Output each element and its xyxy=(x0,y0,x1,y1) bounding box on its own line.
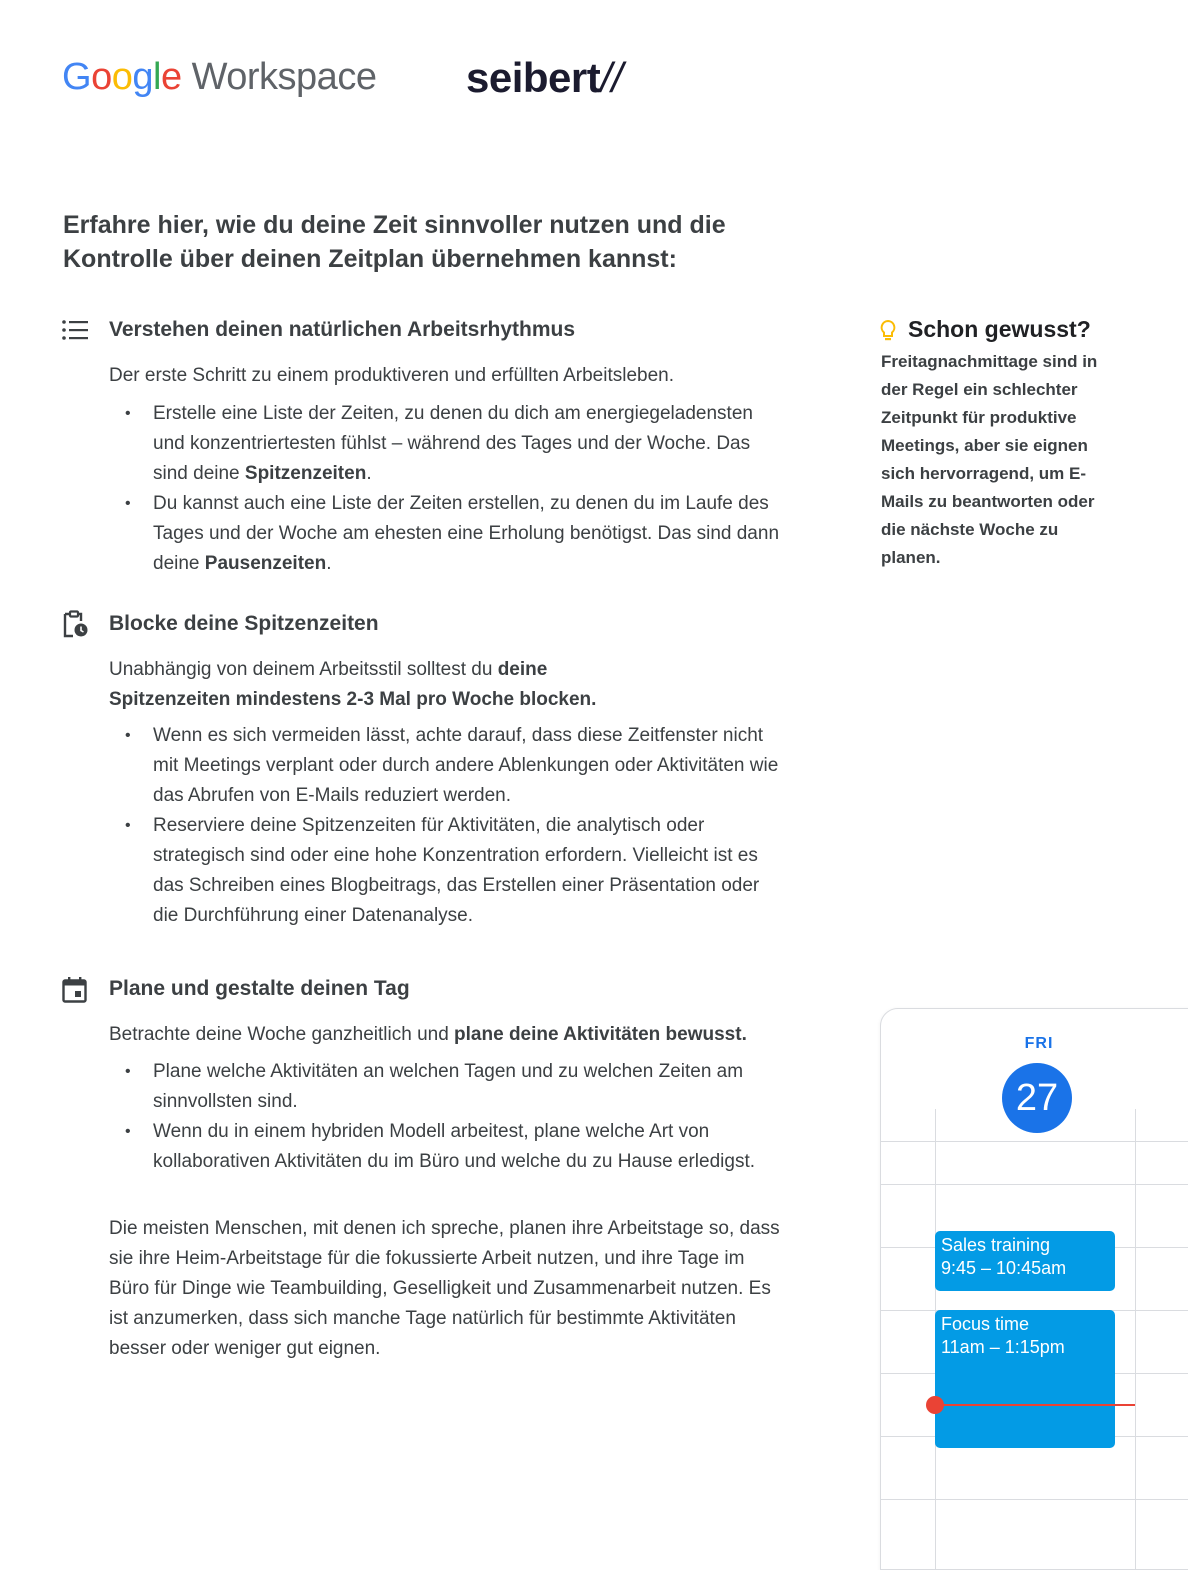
calendar-illustration xyxy=(880,1008,1188,1570)
intro-heading: Erfahre hier, wie du deine Zeit sinnvoller nutzen und die Kontrolle über deinen Zeitplan übernehmen kannst: xyxy=(63,211,726,273)
calendar-day-label: FRI xyxy=(1024,1035,1054,1052)
google-wordmark xyxy=(62,56,182,98)
tip-text: Freitagnachmittage sind in der Regel ein schlechter Zeitpunkt für produktive Meetings, aber sie eignen sich hervorragend, um E-Mails zu beantworten oder die nächste Woche zu planen. xyxy=(881,352,1098,567)
google-letter-6: e xyxy=(160,56,182,98)
lightbulb-icon xyxy=(879,319,897,343)
section-lead-tag: Betrachte deine Woche ganzheitlich und plane deine Aktivitäten bewusst. xyxy=(109,1024,747,1045)
list-item: • Plane welche Aktivitäten an welchen Tagen und zu welchen Zeiten am sinnvollsten sind. xyxy=(109,1057,789,1117)
google-letter-3: o xyxy=(111,56,133,98)
grid-row-line xyxy=(881,1499,1188,1500)
grid-row-line xyxy=(881,1141,1188,1142)
event-time: 9:45 – 10:45am xyxy=(941,1258,1067,1278)
list-item: • Wenn du in einem hybriden Modell arbeitest, plane welche Art von kollaborativen Aktivitäten du im Büro und welche du zu Hause erledigst. xyxy=(109,1117,789,1177)
list-item: • Erstelle eine Liste der Zeiten, zu denen du dich am energiegeladensten und konzentriertesten fühlst – während des Tages und der Woche. Das sind deine Spitzenzeiten. xyxy=(109,399,789,489)
current-time-line xyxy=(935,1404,1135,1406)
current-time-dot xyxy=(926,1396,944,1414)
list-item: • Du kannst auch eine Liste der Zeiten erstellen, zu denen du im Laufe des Tages und der Woche am ehesten eine Erholung benötigst. Das sind dann deine Pausenzeiten. xyxy=(109,489,789,579)
calendar-event-sales-training[interactable] xyxy=(935,1231,1115,1291)
grid-column-line xyxy=(1135,1109,1136,1570)
seibert-slashes: // xyxy=(600,54,623,101)
section-title-tag: Plane und gestalte deinen Tag xyxy=(109,977,410,1000)
list-item: • Reserviere deine Spitzenzeiten für Aktivitäten, die analytisch oder strategisch sind oder eine hohe Konzentration erfordern. Vielleicht ist es das Schreiben eines Blogbeitrags, das Erstellen einer Präsentation oder die Durchführung einer Datenanalyse. xyxy=(109,811,789,931)
bullet-list-rhythmus xyxy=(109,399,789,579)
google-letter-5: l xyxy=(152,56,161,98)
clipboard-clock-icon xyxy=(61,610,89,638)
workspace-word: Workspace xyxy=(191,56,377,98)
tip-title: Schon gewusst? xyxy=(908,316,1091,342)
event-time: 11am – 1:15pm xyxy=(941,1337,1065,1357)
list-item: • Wenn es sich vermeiden lässt, achte darauf, dass diese Zeitfenster nicht mit Meetings verplant oder durch andere Ablenkungen oder Aktivitäten wie das Abrufen von E-Mails reduziert werden. xyxy=(109,721,789,811)
calendar-event-focus-time[interactable] xyxy=(935,1310,1115,1448)
grid-row-line xyxy=(881,1184,1188,1185)
calendar-icon xyxy=(61,976,89,1004)
event-title: Sales training xyxy=(941,1235,1051,1255)
calendar-date-badge: 27 xyxy=(1002,1063,1072,1133)
google-letter-2: o xyxy=(91,56,112,98)
section-title-rhythmus: Verstehen deinen natürlichen Arbeitsrhythmus xyxy=(109,318,575,341)
google-letter-1: G xyxy=(62,56,92,98)
section-lead-spitzenzeiten: Unabhängig von deinem Arbeitsstil solltest du deine Spitzenzeiten mindestens 2-3 Mal pro Woche blocken. xyxy=(109,659,597,710)
closing-paragraph: Die meisten Menschen, mit denen ich spreche, planen ihre Arbeitstage so, dass sie ihre Heim-Arbeitstage für die fokussierte Arbeit nutzen, und ihre Tage im Büro für Dinge wie Teambuilding, Geselligkeit und Zusammenarbeit nutzen. Es ist anzumerken, dass sich manche Tage natürlich für bestimmte Aktivitäten besser oder weniger gut eignen. xyxy=(109,1218,780,1359)
google-workspace-logo xyxy=(62,56,376,99)
list-icon xyxy=(61,316,89,344)
bullet-list-tag xyxy=(109,1057,789,1177)
section-lead-rhythmus: Der erste Schritt zu einem produktiveren und erfüllten Arbeitsleben. xyxy=(109,365,675,386)
bullet-list-spitzenzeiten xyxy=(109,721,789,931)
google-letter-4: g xyxy=(132,56,153,98)
section-title-spitzenzeiten: Blocke deine Spitzenzeiten xyxy=(109,612,379,635)
seibert-word: seibert xyxy=(466,54,601,101)
seibert-logo xyxy=(466,54,623,102)
event-title: Focus time xyxy=(941,1314,1030,1334)
